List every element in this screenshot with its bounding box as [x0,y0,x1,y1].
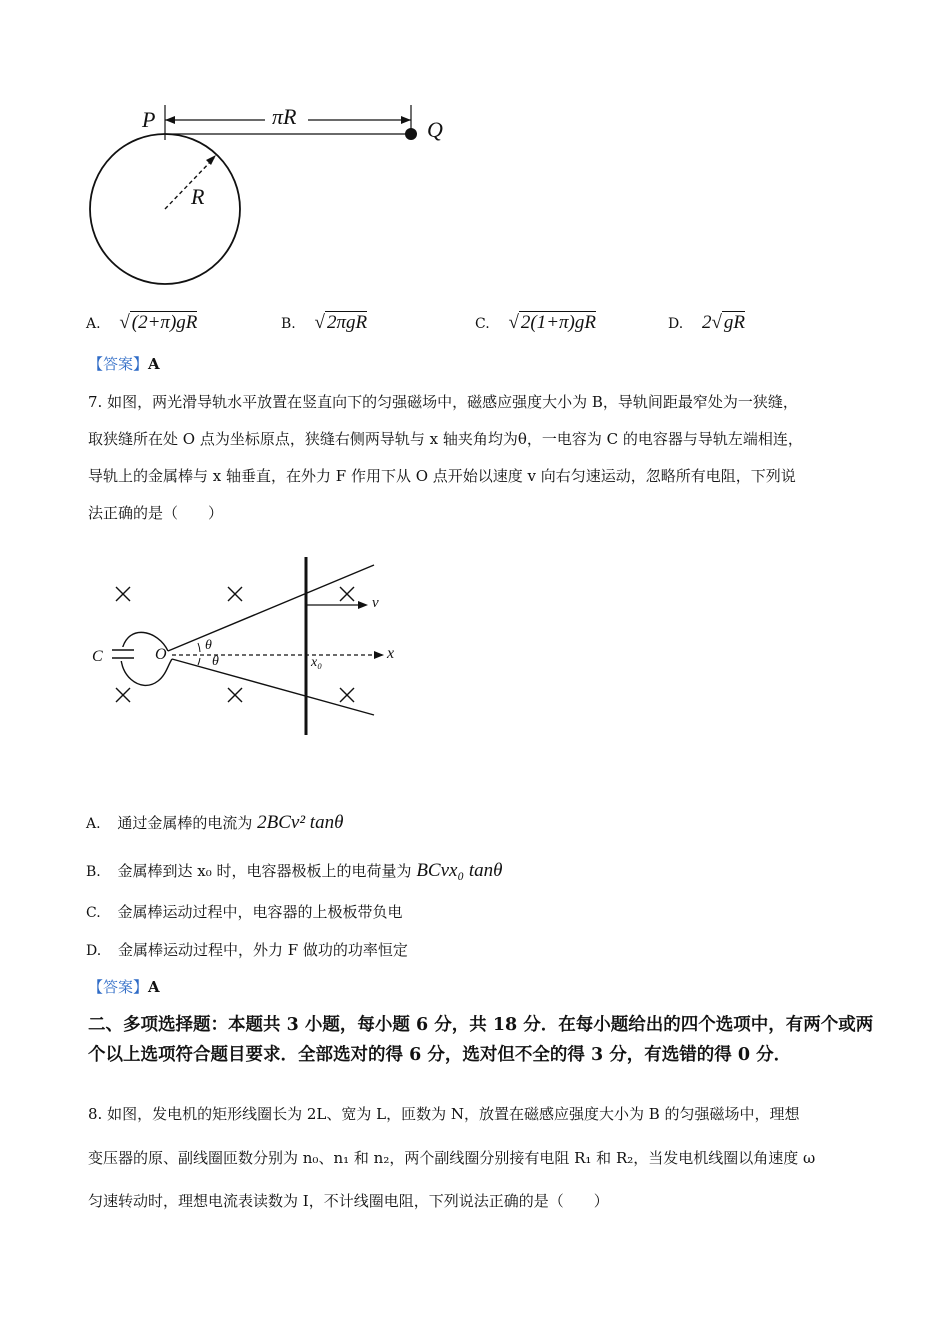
label-theta-upper: θ [205,638,212,653]
q8-line-3: 匀速转动时，理想电流表读数为 I，不计线圈电阻，下列说法正确的是（ ） [88,1192,609,1210]
label-theta-lower: θ [212,654,219,669]
q7-option-a[interactable]: A. 通过金属棒的电流为 2BCv² tanθ [86,812,344,833]
q6-option-a[interactable]: A. √ (2+π)gR [86,312,198,333]
q6-option-b[interactable]: B. √ 2πgR [281,312,368,333]
label-pi-R: πR [272,104,297,129]
label-R: R [191,184,205,209]
label-x: x [387,645,395,662]
q7-line-4: 法正确的是（ ） [88,504,224,522]
q7-answer: 【答案】A [88,978,160,996]
q7-option-b[interactable]: B. 金属棒到达 x₀ 时，电容器极板上的电荷量为 BCvx₀ tanθ [86,860,503,881]
label-C: C [92,648,103,665]
q7-option-d[interactable]: D. 金属棒运动过程中，外力 F 做功的功率恒定 [86,941,408,959]
label-O: O [155,646,167,663]
label-P: P [142,107,156,132]
figure-rails-capacitor [88,555,408,745]
label-Q: Q [427,117,443,142]
q7-line-3: 导轨上的金属棒与 x 轴垂直，在外力 F 作用下从 O 点开始以速度 v 向右匀速运动，忽略所有电阻，下列说 [88,467,796,485]
q6-answer: 【答案】A [88,355,160,373]
q8-line-2: 变压器的原、副线圈匝数分别为 n₀、n₁ 和 n₂，两个副线圈分别接有电阻 R₁ 和 R₂，当发电机线圈以角速度 ω [88,1149,816,1167]
figure-circle-track [80,95,460,295]
q8-line-1: 8. 如图，发电机的矩形线圈长为 2L、宽为 L，匝数为 N，放置在磁感应强度大小为 B 的匀强磁场中，理想 [88,1105,800,1123]
q7-line-1: 7. 如图，两光滑导轨水平放置在竖直向下的匀强磁场中，磁感应强度大小为 B，导轨间距最窄处为一狭缝， [88,393,798,411]
label-x0: x₀ [311,655,323,670]
q6-option-c[interactable]: C. √ 2(1+π)gR [475,312,596,333]
q7-line-2: 取狭缝所在处 O 点为坐标原点，狭缝右侧两导轨与 x 轴夹角均为θ，一电容为 C 的电容器与导轨左端相连， [88,430,803,448]
label-v: v [372,595,379,611]
q6-option-d[interactable]: D. 2√ gR [668,312,746,333]
q7-option-c[interactable]: C. 金属棒运动过程中，电容器的上极板带负电 [86,903,403,921]
section-2-heading: 二、多项选择题：本题共 3 小题，每小题 6 分，共 18 分．在每小题给出的四个选项中，有两个或两个以上选项符合题目要求．全部选对的得 6 分，选对但不全的得 3 分，有选错的得 0 分． [88,1015,874,1065]
